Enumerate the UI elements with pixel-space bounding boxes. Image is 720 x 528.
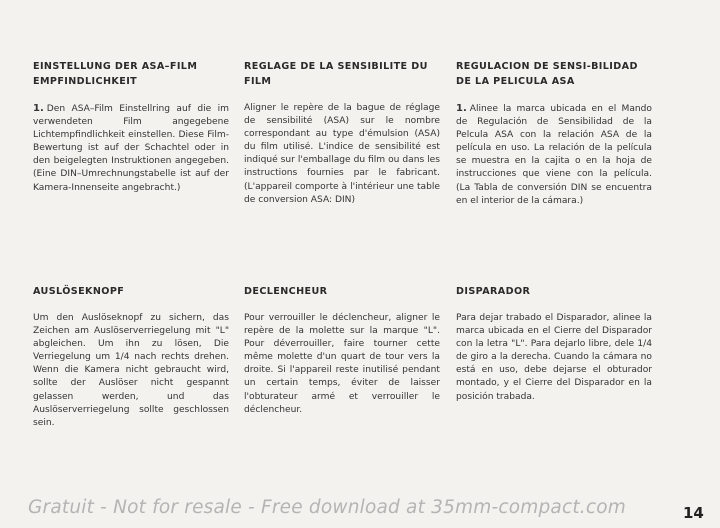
section-heading: REGULACION DE SENSI-BILIDAD DE LA PELICULA ASA <box>456 61 638 87</box>
section-body: Para dejar trabado el Disparador, alinee la marca ubicada en el Cierre del Disparador con la letra "L". Para dejarlo libre, dele 1/4 de giro a la derecha. Cuando la cámara no está en uso, debe dejarse el obturador montado, y el Cierre del Disparador en la posición trabada. <box>456 313 652 402</box>
section-heading: EINSTELLUNG DER ASA–FILM EMPFINDLICHKEIT <box>33 61 198 87</box>
section-heading: DISPARADOR <box>456 286 531 297</box>
section-de-film-speed <box>33 59 229 195</box>
section-body: Pour verrouiller le déclencheur, aligner le repère de la molette sur la marque "L". Pour déverrouiller, faire tourner cette même molette d'un quart de tour vers la droite. Si l'appareil reste inutilisé pendant un certain temps, éviter de laisser l'obturateur armé et verrouiller le déclencheur. <box>244 313 440 415</box>
watermark-footer: Gratuit - Not for resale - Free download at 35mm-compact.com <box>28 497 626 518</box>
section-body <box>456 102 652 208</box>
section-heading: DECLENCHEUR <box>244 286 328 297</box>
section-es-shutter-release <box>456 284 652 404</box>
section-heading: AUSLÖSEKNOPF <box>33 286 125 297</box>
section-fr-film-speed <box>244 59 440 207</box>
section-fr-shutter-release <box>244 284 440 417</box>
step-number: 1. <box>456 103 467 114</box>
page-number: 14 <box>683 504 704 522</box>
section-de-shutter-release <box>33 284 229 430</box>
section-body <box>33 102 229 195</box>
step-number: 1. <box>33 103 44 114</box>
step-text: Alinee la marca ubicada en el Mando de Regulación de Sensibilidad de la Pelcula ASA con la relación ASA de la película en uso. La relación de la película se muestra en la cajita o en la hoja de instrucciones que viene con la película. (La Tabla de conversión DIN se encuentra en el interior de la cámara.) <box>456 104 652 206</box>
section-es-film-speed <box>456 59 652 208</box>
section-heading: REGLAGE DE LA SENSIBILITE DU FILM <box>244 61 428 87</box>
step-text: Den ASA–Film Einstellring auf die im verwendeten Film angegebene Lichtempfindlichkeit einstellen. Diese Film-Bewertung ist auf der Schachtel oder in den beigelegten Instruktionen angegeben. (Eine DIN–Umrechnungstabelle ist auf der Kamera-Innenseite angebracht.) <box>33 104 229 193</box>
section-body: Aligner le repère de la bague de réglage de sensibilité (ASA) sur le nombre correspondant au type d'émulsion (ASA) du film utilisé. L'indice de sensibilité est indiqué sur l'emballage du film ou dans les instructions fournies par le fabricant. (L'appareil comporte à l'intérieur une table de conversion ASA: DIN) <box>244 103 440 205</box>
section-body: Um den Auslöseknopf zu sichern, das Zeichen am Auslöserverriegelung mit "L" abgleichen. Um ihn zu lösen, Die Verriegelung um 1/4 nach rechts drehen. Wenn die Kamera nicht gebraucht wird, sollte der Auslöser nicht gespannt gelassen werden, und das Auslöserverriegelung sollte geschlossen sein. <box>33 313 229 428</box>
